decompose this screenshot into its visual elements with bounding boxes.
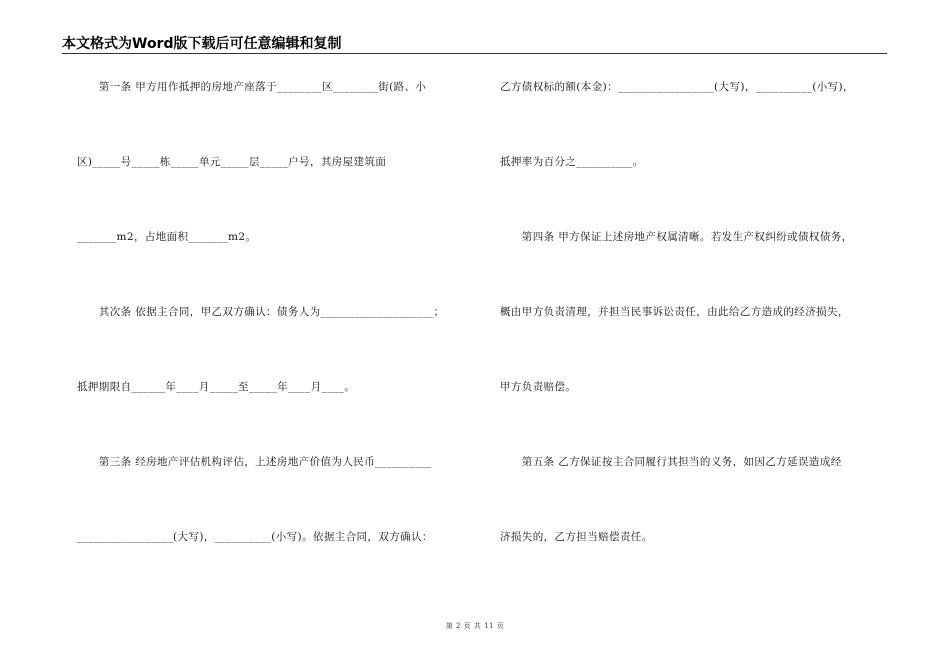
text-line: 抵押期限自______年____月_____至_____年____月____。 [77, 381, 356, 393]
header-divider [62, 53, 887, 54]
text-line: 抵押率为百分之__________。 [500, 156, 644, 168]
document-header-title: 本文格式为Word版下载后可任意编辑和复制 [62, 36, 342, 52]
text-line: 第五条 乙方保证按主合同履行其担当的义务，如因乙方延误造成经 [500, 456, 842, 468]
text-line: _______m2，占地面积_______m2。 [77, 231, 257, 243]
text-line: 区)_____号_____栋_____单元_____层_____户号，其房屋建筑面 [77, 156, 387, 168]
text-line: 概由甲方负责清理，并担当民事诉讼责任，由此给乙方造成的经济损失， [500, 306, 849, 318]
text-line: 其次条 依据主合同，甲乙双方确认：债务人为____________________； [77, 306, 445, 318]
text-line: 第四条 甲方保证上述房地产权属清晰。若发生产权纠纷或债权债务， [500, 231, 853, 243]
page-number-footer: 第 2 页 共 11 页 [445, 622, 505, 630]
text-line: 乙方债权标的额(本金)：_________________(大写)，__________(小写)， [500, 81, 854, 93]
text-line: 甲方负责赔偿。 [500, 381, 577, 393]
text-line: 第三条 经房地产评估机构评估，上述房地产价值为人民币__________ [77, 456, 432, 468]
text-line: 济损失的，乙方担当赔偿责任。 [500, 531, 653, 543]
text-line: _________________(大写)，__________(小写)。依据主合同，双方确认： [77, 531, 433, 543]
text-line: 第一条 甲方用作抵押的房地产座落于________区________街(路、小 [77, 81, 427, 93]
